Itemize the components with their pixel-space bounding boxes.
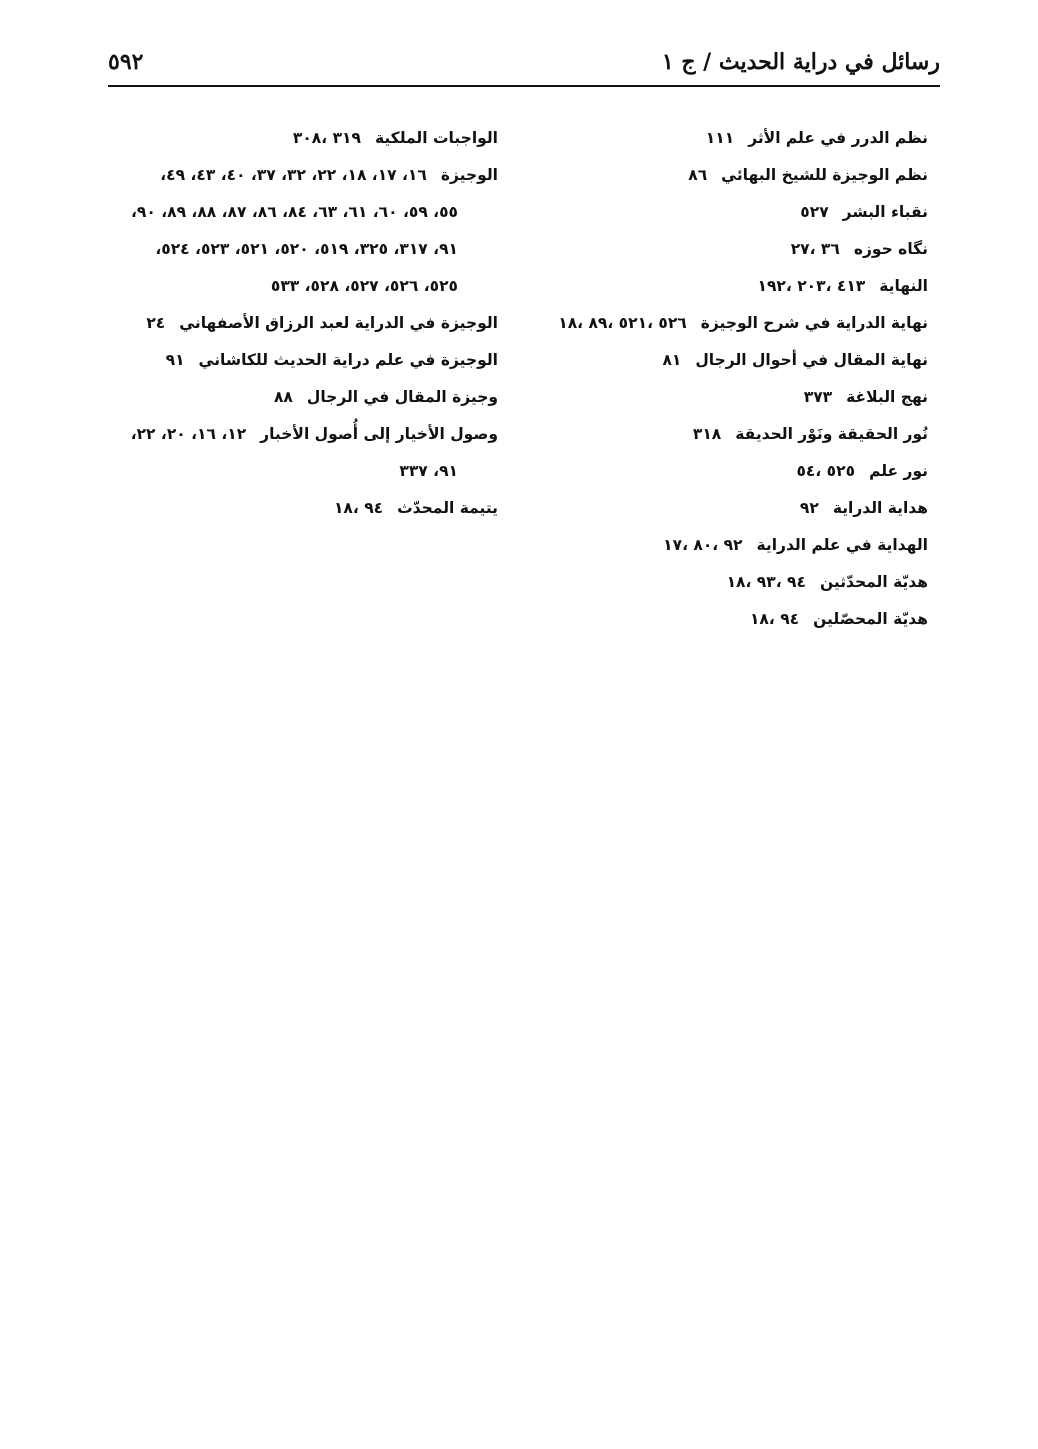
entry-page-numbers: ١٢، ١٦، ٢٠، ٢٢، xyxy=(130,425,247,443)
header-rule xyxy=(108,85,940,87)
index-entry xyxy=(508,564,928,601)
entry-page-numbers: ١١١ xyxy=(705,129,735,147)
index-entry xyxy=(508,268,928,305)
entry-title: نهاية المقال في أحوال الرجال xyxy=(695,351,928,369)
entry-page-numbers: ٩٤ ،١٨ xyxy=(749,610,800,628)
entry-title: نور علم xyxy=(869,462,928,480)
entry-title: نظم الدرر في علم الأثر xyxy=(748,129,928,147)
entry-page-numbers: ٥٢٧ xyxy=(800,203,829,221)
index-entry xyxy=(508,601,928,638)
index-column-right xyxy=(508,120,928,638)
index-entry xyxy=(508,342,928,379)
entry-page-numbers: ٩٢ xyxy=(799,499,819,517)
entry-title: نهج البلاغة xyxy=(846,388,928,406)
index-entry xyxy=(508,157,928,194)
entry-page-numbers: ٩١ xyxy=(165,351,185,369)
entry-title: نگاه حوزه xyxy=(853,240,928,258)
entry-page-numbers: ١٦، ١٧، ١٨، ٢٢، ٣٢، ٣٧، ٤٠، ٤٣، ٤٩، xyxy=(160,166,427,184)
entry-page-numbers: ٩٤ ،١٨ xyxy=(333,499,384,517)
entry-page-numbers: ٥٢٦ ،٥٢١ ،٨٩ ،١٨ xyxy=(558,314,687,332)
entry-title: الوجيزة في علم دراية الحديث للكاشاني xyxy=(198,351,498,369)
index-entry xyxy=(508,194,928,231)
index-entry xyxy=(508,453,928,490)
entry-title: هديّة المحصّلين xyxy=(813,610,928,628)
page-number: ٥٩٢ xyxy=(108,49,144,75)
entry-title: نقباء البشر xyxy=(842,203,928,221)
index-entry xyxy=(68,379,498,416)
entry-title: هداية الدراية xyxy=(832,499,928,517)
entry-page-numbers: ٨٨ xyxy=(273,388,293,406)
entry-title: الوجيزة في الدراية لعبد الرزاق الأصفهاني xyxy=(179,314,498,332)
index-entry xyxy=(508,120,928,157)
entry-page-numbers: ٩٤ ،٩٣ ،١٨ xyxy=(726,573,806,591)
entry-title: نظم الوجيزة للشيخ البهائي xyxy=(721,166,928,184)
entry-page-numbers: ٨١ xyxy=(662,351,682,369)
index-entry xyxy=(68,120,498,157)
index-entry xyxy=(68,342,498,379)
entry-page-numbers: ٣٦ ،٢٧ xyxy=(790,240,840,258)
index-entry xyxy=(68,416,498,453)
index-entry xyxy=(68,157,498,194)
entry-title: الهداية في علم الدراية xyxy=(756,536,928,554)
index-entry xyxy=(68,305,498,342)
entry-title: الوجيزة xyxy=(440,166,498,184)
entry-page-numbers-continued: ٥٥، ٥٩، ٦٠، ٦١، ٦٣، ٨٤، ٨٦، ٨٧، ٨٨، ٨٩، ٩٠، xyxy=(131,203,458,221)
entry-page-numbers: ٨٦ xyxy=(688,166,708,184)
index-entry xyxy=(508,379,928,416)
index-entry xyxy=(508,305,928,342)
entry-title: يتيمة المحدّث xyxy=(397,499,498,517)
index-entry xyxy=(508,490,928,527)
entry-page-numbers-continued: ٥٢٥، ٥٢٦، ٥٢٧، ٥٢٨، ٥٣٣ xyxy=(270,277,458,295)
entry-title: النهاية xyxy=(879,277,928,295)
entry-title: نهاية الدراية في شرح الوجيزة xyxy=(700,314,928,332)
index-entry xyxy=(508,231,928,268)
entry-page-numbers: ٢٤ xyxy=(146,314,166,332)
page-header xyxy=(108,42,940,82)
index-entry xyxy=(68,490,498,527)
index-entry xyxy=(508,527,928,564)
entry-title: هديّة المحدّثين xyxy=(819,573,928,591)
entry-page-numbers: ٤١٣ ،٢٠٣ ،١٩٢ xyxy=(757,277,866,295)
entry-title: الواجبات الملكية xyxy=(374,129,498,147)
index-column-left xyxy=(68,120,498,527)
entry-page-numbers: ٩٢ ،٨٠ ،١٧ xyxy=(663,536,743,554)
index-entry xyxy=(508,416,928,453)
running-title: رسائل في دراية الحديث / ج ١ xyxy=(661,49,940,75)
entry-page-numbers: ٣١٩ ،٣٠٨ xyxy=(292,129,361,147)
entry-title: وجيزة المقال في الرجال xyxy=(306,388,498,406)
entry-page-numbers: ٥٢٥ ،٥٤ xyxy=(796,462,856,480)
entry-title: نُور الحقيقة ونَوْر الحديقة xyxy=(735,425,928,443)
entry-page-numbers-continued: ٩١، ٣١٧، ٣٢٥، ٥١٩، ٥٢٠، ٥٢١، ٥٢٣، ٥٢٤، xyxy=(155,240,458,258)
entry-page-numbers: ٣٧٣ xyxy=(803,388,833,406)
entry-title: وصول الأخيار إلى أُصول الأخبار xyxy=(260,425,498,443)
entry-page-numbers: ٣١٨ xyxy=(692,425,722,443)
entry-page-numbers-continued: ٩١، ٣٣٧ xyxy=(399,462,458,480)
